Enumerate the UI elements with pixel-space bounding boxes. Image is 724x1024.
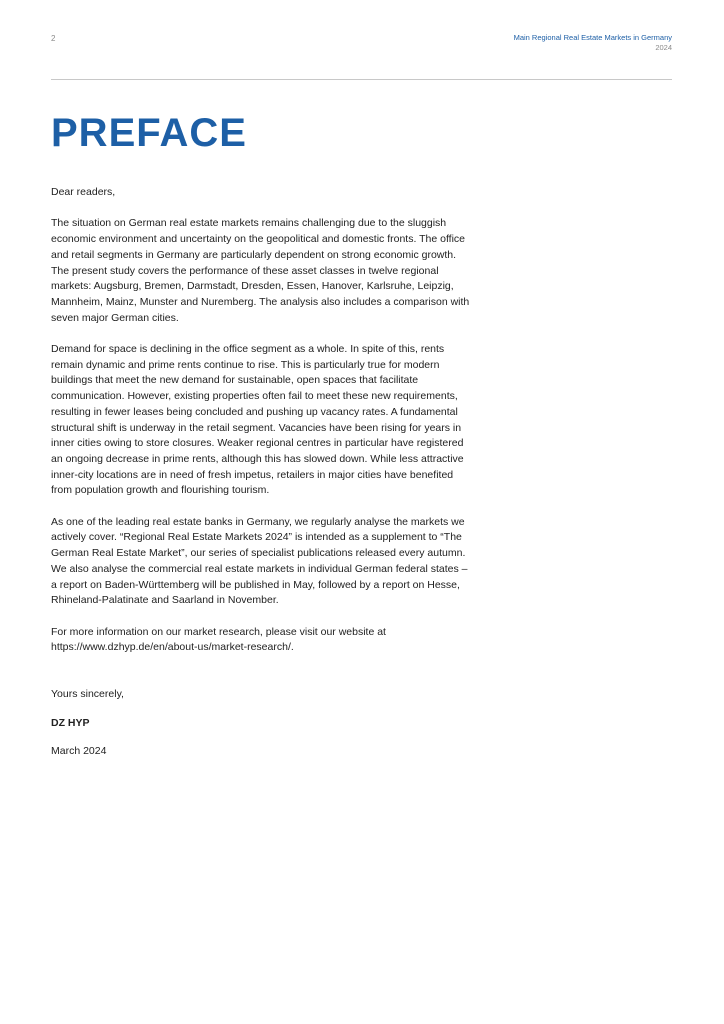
page-title: PREFACE	[51, 111, 247, 155]
paragraph-demand: Demand for space is declining in the office segment as a whole. In spite of this, rents remain dynamic and prime rents continue to rise. This is particularly true for modern buildings that meet the new demand for sustainable, open spaces that facilitate communication. However, existing properties often fail to meet these new requirements, resulting in fewer leases being concluded and pushing up vacancy rates. A fundamental structural shift is underway in the retail segment. Vacancies have been rising for years in inner cities owing to store closures. Weaker regional centres in particular have registered an ongoing decrease in prime rents, although this has slowed down. While less attractive inner-city locations are in need of fresh impetus, retailers in major cities have benefited from population growth and flourishing tourism.	[51, 343, 464, 497]
paragraph-about: As one of the leading real estate banks in Germany, we regularly analyse the markets we actively cover. “Regional Real Estate Markets 2024” is intended as a supplement to “The German Real Estate Market”, our series of specialist publications released every autumn. We also analyse the commercial real estate markets in individual German federal states – a report on Baden-Württemberg will be published in May, followed by a report on Hesse, Rhineland-Palatinate and Saarland in November.	[51, 515, 468, 607]
paragraph-intro: The situation on German real estate markets remains challenging due to the sluggish economic environment and uncertainty on the geopolitical and domestic fronts. The office and retail segments in Germany are particularly dependent on strong economic growth. The present study covers the performance of these asset classes in twelve regional markets: Augsburg, Bremen, Darmstadt, Dresden, Essen, Hanover, Karlsruhe, Leipzig, Mannheim, Mainz, Munster and Nuremberg. The analysis also includes a comparison with seven major German cities.	[51, 217, 470, 324]
paragraph-website: For more information on our market research, please visit our website at https://www.dzhyp.de/en/about-us/market-research/.	[51, 625, 386, 654]
preface-letter	[51, 185, 471, 760]
signature: DZ HYP	[51, 716, 90, 729]
header-divider	[51, 79, 672, 80]
running-header	[514, 33, 672, 53]
letter-date: March 2024	[51, 745, 107, 758]
salutation: Dear readers,	[51, 186, 116, 198]
running-header-title: Main Regional Real Estate Markets in Germany	[513, 33, 672, 42]
closing: Yours sincerely,	[51, 688, 124, 701]
running-header-year: 2024	[655, 43, 672, 52]
page-number: 2	[51, 34, 56, 43]
